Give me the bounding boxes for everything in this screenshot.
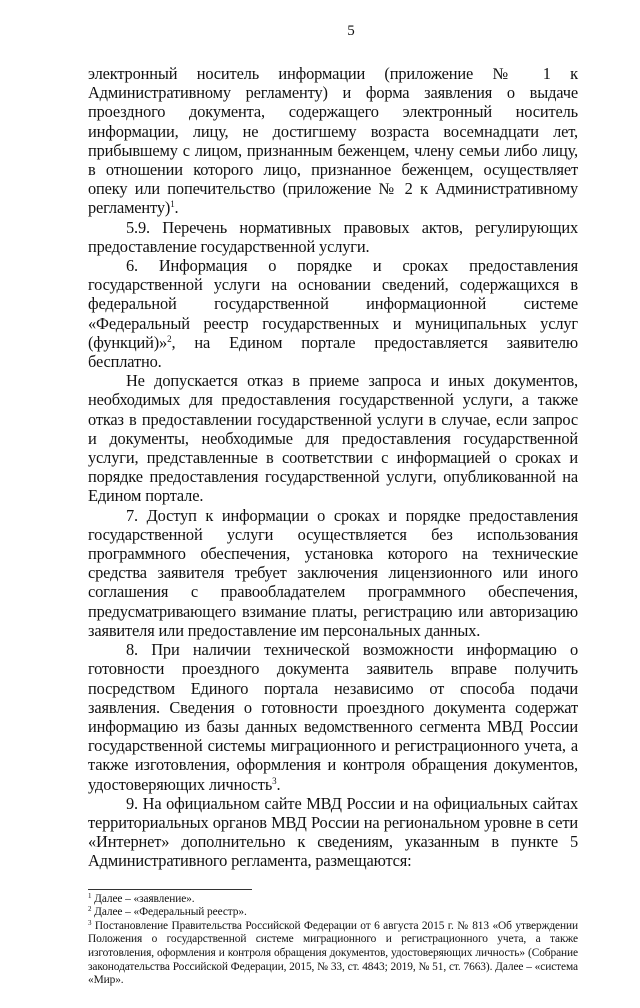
- footnote-number: 3: [88, 918, 92, 927]
- paragraph-text: 6. Информация о порядке и сроках предоставления государственной услуги на основании сведений, содержащихся в федеральной государственной информационной системе «Федеральный реестр государственных и муниципальных услуг (функций)»: [88, 256, 578, 352]
- paragraph-tail: .: [174, 198, 179, 218]
- paragraph-5-9: [88, 218, 578, 256]
- paragraph-text: Не допускается отказ в приеме запроса и иных документов, необходимых для предоставления государственной услуги, а также отказ в предоставлении государственной услуги в случае, если запрос и документы, необходимые для предоставления государственной услуги, представленные в соответствии с информацией о сроках и порядке предоставления государственной услуги, опубликованной на Едином портале.: [88, 371, 578, 506]
- paragraph-tail: , на Едином портале предоставляется заявителю бесплатно.: [88, 332, 578, 372]
- footnote-separator: [88, 889, 252, 890]
- footnotes: [88, 893, 578, 988]
- footnote-text: Далее – «Федеральный реестр».: [94, 906, 247, 919]
- footnote-ref[interactable]: 2: [167, 333, 172, 344]
- document-body: [88, 64, 578, 871]
- paragraph-text: 9. На официальном сайте МВД России и на официальных сайтах территориальных органов МВД России на региональном уровне в сети «Интернет» дополнительно к сведениям, указанным в пункте 5 Административного регламента, размещаются:: [88, 793, 578, 871]
- footnote-number: 1: [88, 891, 92, 900]
- footnote-number: 2: [88, 905, 92, 914]
- footnote-text: Постановление Правительства Российской Федерации от 6 августа 2015 г. № 813 «Об утверждении Положения о государственной системе миграционного и регистрационного учета, а также изготовления, оформления и контроля обращения документов, удостоверяющих личность» (Собрание законодательства Российской Федерации, 2015, № 33, ст. 4843; 2019, № 51, ст. 7663). Далее – «система «Мир».: [88, 919, 578, 987]
- paragraph-continuation: [88, 64, 578, 218]
- footnote: [88, 920, 578, 988]
- paragraph-8: [88, 640, 578, 794]
- footnote-text: Далее – «заявление».: [94, 892, 195, 905]
- footnote-ref[interactable]: 3: [272, 775, 277, 786]
- footnote-ref[interactable]: 1: [170, 199, 175, 210]
- paragraph-6-refusal: [88, 371, 578, 505]
- footnote: [88, 906, 578, 920]
- paragraph-text: 5.9. Перечень нормативных правовых актов, регулирующих предоставление государственной услуги.: [88, 217, 578, 256]
- paragraph-tail: .: [276, 774, 281, 794]
- paragraph-text: 8. При наличии технической возможности информацию о готовности проездного документа заявитель вправе получить посредством Единого портала независимо от способа подачи заявления. Сведения о готовности проездного документа содержат информацию из базы данных ведомственного сегмента МВД России государственной системы миграционного и регистрационного учета, а также изготовления, оформления и контроля обращения документов, удостоверяющих личность: [88, 640, 578, 794]
- paragraph-text: 7. Доступ к информации о сроках и порядке предоставления государственной услуги осуществляется без использования программного обеспечения, установка которого на технические средства заявителя требует заключения лицензионного или иного соглашения с правообладателем программного обеспечения, предусматривающего взимание платы, регистрацию или авторизацию заявителя или предоставление им персональных данных.: [88, 505, 578, 640]
- paragraph-9: [88, 794, 578, 871]
- paragraph-text: электронный носитель информации (приложение № 1 к Административному регламенту) и форма заявления о выдаче проездного документа, содержащего электронный носитель информации, лицу, не достигшему возраста восемнадцати лет, прибывшему с лицом, признанным беженцем, члену семьи либо лицу, в отношении которого лицо, признанное беженцем, осуществляет опеку или попечительство (приложение № 2 к Административному регламенту): [88, 64, 578, 218]
- footnote: [88, 893, 578, 907]
- paragraph-6: [88, 256, 578, 371]
- page-number: 5: [347, 23, 355, 39]
- paragraph-7: [88, 506, 578, 640]
